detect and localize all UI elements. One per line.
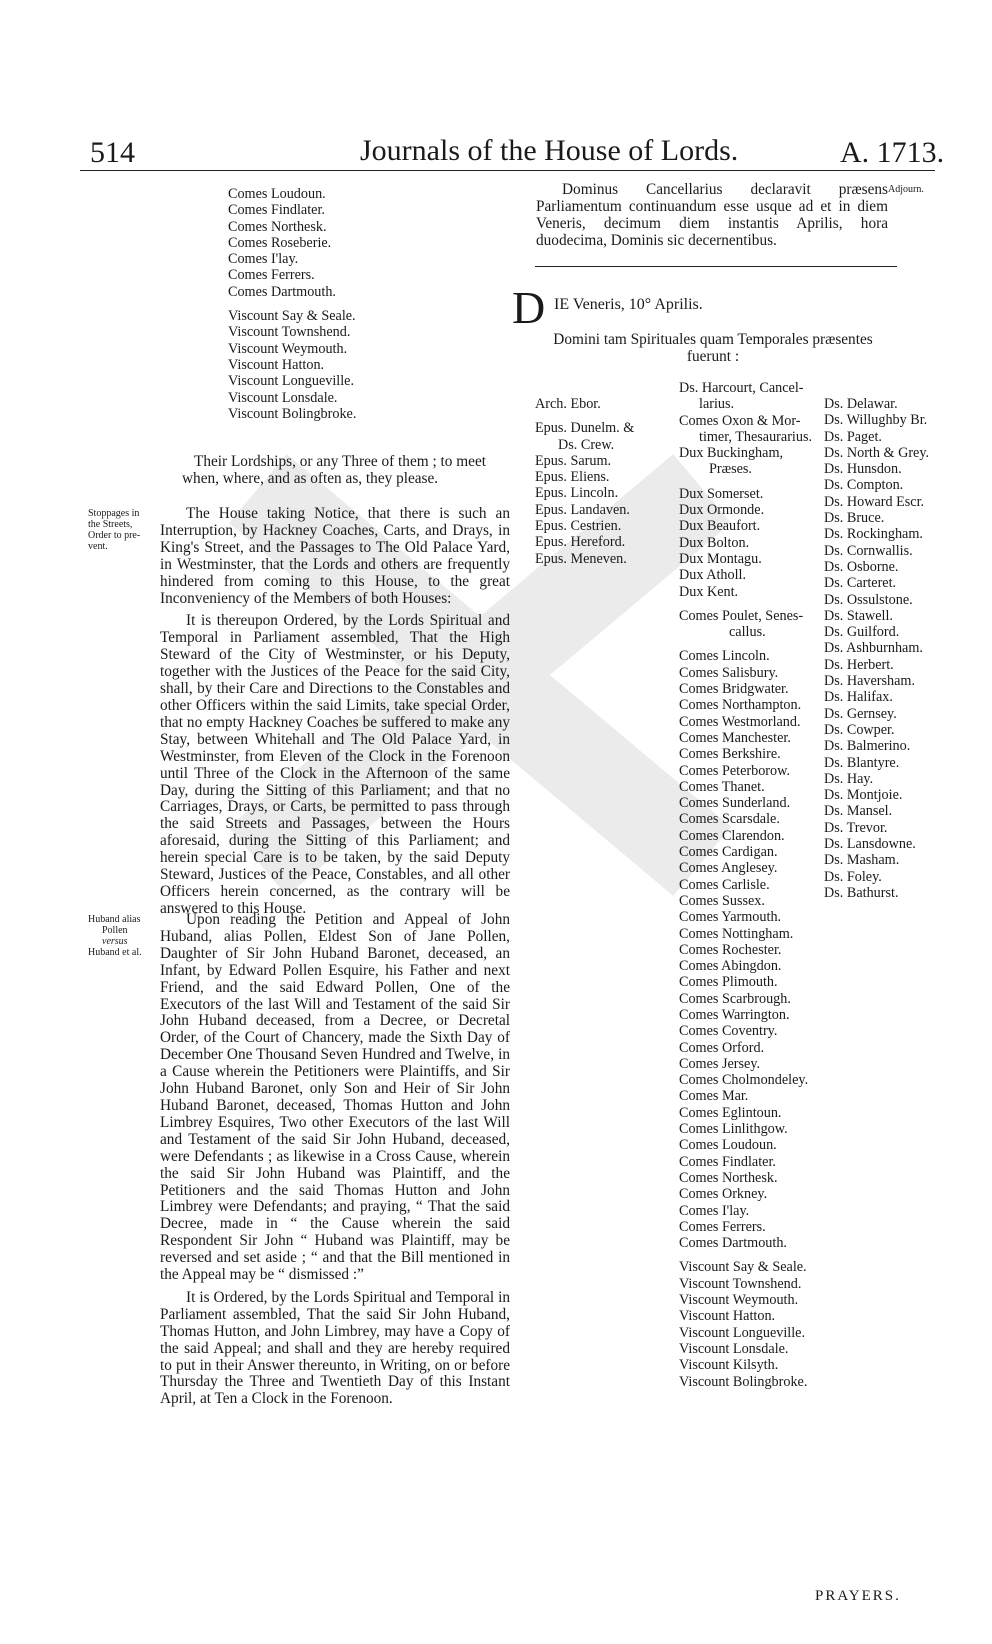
list-item: Viscount Lonsdale. — [228, 389, 338, 406]
list-item: Ds. Ossulstone. — [824, 591, 913, 608]
catchword: PRAYERS. — [815, 1588, 901, 1604]
list-item: Dux Montagu. — [679, 550, 762, 567]
drop-cap: D — [512, 282, 546, 333]
margin-note-adjourn: Adjourn. — [888, 184, 924, 195]
left-top-list — [228, 186, 356, 422]
list-item: Comes Westmorland. — [679, 713, 801, 730]
list-item: Ds. Delawar. — [824, 396, 898, 412]
list-item: Dux Bolton. — [679, 534, 750, 551]
list-item: Ds. Balmerino. — [824, 738, 911, 755]
list-item: Dux Somerset. — [679, 485, 764, 502]
list-item: Dux Kent. — [679, 583, 739, 600]
list-item: Comes I'lay. — [228, 251, 299, 268]
day-heading: IE Veneris, 10° Aprilis. — [554, 296, 703, 313]
list-item: Comes Ferrers. — [679, 1218, 766, 1235]
list-item: Viscount Hatton. — [228, 356, 325, 373]
list-item: Ds. Crew. — [558, 436, 615, 453]
list-item: Comes Abingdon. — [679, 958, 782, 975]
list-item: Comes Ferrers. — [228, 267, 315, 284]
list-item: Ds. North & Grey. — [824, 444, 930, 461]
list-item: Comes I'lay. — [679, 1202, 750, 1219]
list-item: Comes Sunderland. — [679, 795, 791, 812]
list-item: Ds. Guilford. — [824, 624, 900, 641]
list-item: Ds. Willughby Br. — [824, 412, 928, 429]
list-item: Comes Warrington. — [679, 1006, 790, 1023]
list-item: Viscount Bolingbroke. — [228, 405, 357, 422]
list-item: Ds. Ashburnham. — [824, 640, 923, 657]
list-item: Viscount Hatton. — [679, 1308, 776, 1325]
list-item: Comes Coventry. — [679, 1023, 778, 1040]
list-item: Viscount Townshend. — [228, 324, 351, 341]
list-item: Comes Oxon & Mor- — [679, 412, 801, 429]
list-item: Comes Northesk. — [228, 218, 327, 235]
stoppages-text — [160, 506, 510, 924]
list-item: Ds. Herbert. — [824, 656, 894, 673]
page-year: A. 1713. — [840, 136, 945, 169]
page-number: 514 — [90, 136, 135, 169]
temporal-list — [679, 380, 812, 1390]
list-item: Ds. Montjoie. — [824, 787, 903, 804]
list-item: Ds. Cornwallis. — [824, 542, 913, 559]
list-item: Comes Berkshire. — [679, 746, 781, 763]
list-item: Comes Rochester. — [679, 941, 782, 958]
list-item: Epus. Dunelm. & — [535, 420, 635, 437]
list-item: Epus. Meneven. — [535, 550, 627, 567]
list-item: Comes Dartmouth. — [228, 283, 336, 300]
list-item: Comes Yarmouth. — [679, 909, 782, 926]
list-item: Comes Nottingham. — [679, 925, 794, 942]
list-item: Comes Carlisle. — [679, 876, 770, 893]
list-item: Comes Northampton. — [679, 697, 802, 714]
list-item: Viscount Longueville. — [679, 1324, 806, 1341]
list-item: Epus. Sarum. — [535, 452, 612, 469]
list-item: Ds. Foley. — [824, 868, 882, 885]
list-item: Ds. Gernsey. — [824, 705, 897, 722]
list-item: Ds. Bathurst. — [824, 884, 899, 901]
paragraph: Upon reading the Petition and Appeal of John Huband, alias Pollen, Eldest Son of Jane Pollen, Daughter of Sir John Huband Baronet, deceased, an Infant, by Edward Pollen Esquire, his Father and next Friend, and the said Edward Pollen, One of the Executors of the last Will and Testament of the said Sir John Huband deceased, from a Decree, or Decretal Order, of the Court of Chancery, made the Sixth Day of December One Thousand Seven Hundred and Twelve, in a Cause wherein the Petitioners were Plaintiffs, and Sir John Huband Baronet, only Son and Heir of Sir John Huband Baronet, deceased, Thomas Hutton and John Limbrey Esquires, Two other Executors of the last Will and Testament of the said Sir John Huband, deceased, were Defendants ; as likewise in a Cross Cause, wherein the said Sir John Huband was Plaintiff, and the Petitioners and the said Thomas Hutton and John Limbrey were Defendants; and praying, “ That the said Decree, made in “ the Cause wherein the said Respondent Sir John “ Huband was Plaintiff, may be reversed and set aside ; “ and that the Bill mentioned in the Appeal may be “ dismissed :” — [160, 911, 510, 1284]
list-item: Arch. Ebor. — [535, 396, 601, 412]
list-item: Comes Scarsdale. — [679, 811, 780, 828]
list-item: Ds. Paget. — [824, 428, 882, 445]
list-item: Comes Cardigan. — [679, 844, 778, 861]
list-item: Comes Findlater. — [228, 202, 325, 219]
margin-note-huband: Huband alias Pollen versus Huband et al. — [88, 914, 142, 958]
list-item: Comes Manchester. — [679, 729, 791, 746]
list-item: Comes Orkney. — [679, 1186, 768, 1203]
list-item: Ds. Stawell. — [824, 607, 893, 624]
list-item: Comes Clarendon. — [679, 827, 785, 844]
list-item: larius. — [699, 396, 735, 413]
list-item: Comes Thanet. — [679, 778, 765, 795]
list-item: Epus. Hereford. — [535, 534, 626, 551]
list-item: Dux Buckingham, — [679, 445, 784, 462]
list-item: Viscount Lonsdale. — [679, 1340, 789, 1357]
list-item: Epus. Landaven. — [535, 501, 630, 518]
list-item: Comes Eglintoun. — [679, 1104, 782, 1121]
list-item: Comes Lincoln. — [679, 648, 770, 665]
list-item: Ds. Halifax. — [824, 689, 893, 706]
list-item: Ds. Harcourt, Cancel- — [679, 380, 804, 396]
list-item: Comes Findlater. — [679, 1153, 776, 1170]
list-item: Ds. Blantyre. — [824, 754, 900, 771]
list-item: Viscount Weymouth. — [228, 340, 348, 357]
list-item: Ds. Bruce. — [824, 510, 885, 527]
list-item: Ds. Carteret. — [824, 575, 897, 592]
list-item: Comes Cholmondeley. — [679, 1072, 809, 1089]
list-item: Ds. Compton. — [824, 477, 904, 494]
present-heading: Domini tam Spirituales quam Temporales præsentes fuerunt : — [553, 331, 873, 365]
barons-list — [824, 396, 929, 901]
page-title: Journals of the House of Lords. — [360, 134, 739, 167]
list-item: Ds. Masham. — [824, 852, 900, 869]
list-item: Ds. Trevor. — [824, 819, 888, 836]
list-item: Præses. — [709, 461, 752, 478]
list-item: Viscount Weymouth. — [679, 1292, 799, 1309]
list-item: Ds. Osborne. — [824, 558, 899, 575]
list-item: Viscount Say & Seale. — [679, 1259, 807, 1276]
list-item: Ds. Rockingham. — [824, 526, 923, 543]
list-item: Viscount Say & Seale. — [228, 308, 356, 325]
list-item: Comes Roseberie. — [228, 234, 332, 251]
margin-note-stoppages: Stoppages in the Streets, Order to pre- vent. — [88, 508, 141, 552]
list-item: Comes Poulet, Senes- — [679, 607, 804, 624]
lordships-text: Their Lordships, or any Three of them ; to meet when, where, and as often as, they please. — [182, 453, 486, 487]
list-item: Comes Plimouth. — [679, 974, 778, 991]
list-item: Dux Atholl. — [679, 567, 747, 584]
list-item: callus. — [729, 624, 766, 641]
list-item: Comes Northesk. — [679, 1169, 778, 1186]
list-item: Ds. Mansel. — [824, 803, 893, 820]
list-item: Dux Beaufort. — [679, 518, 761, 535]
list-item: Viscount Townshend. — [679, 1275, 802, 1292]
paragraph: Dominus Cancellarius declaravit præsens Parliamentum continuandum esse usque ad et in diem Veneris, decimum diem instantis Aprilis, hora duodecima, Dominis sic decernentibus. — [536, 181, 888, 249]
list-item: Comes Orford. — [679, 1039, 765, 1056]
list-item: Viscount Longueville. — [228, 373, 355, 390]
list-item: Comes Loudoun. — [228, 186, 326, 202]
list-item: Viscount Bolingbroke. — [679, 1373, 808, 1390]
bishops-list — [535, 396, 634, 567]
list-item: Epus. Eliens. — [535, 469, 610, 486]
list-item: Comes Sussex. — [679, 892, 765, 909]
adjourn-text — [536, 182, 888, 256]
list-item: Ds. Howard Escr. — [824, 493, 925, 510]
list-item: Ds. Cowper. — [824, 721, 895, 738]
list-item: Epus. Lincoln. — [535, 485, 619, 502]
list-item: Comes Anglesey. — [679, 860, 778, 877]
list-item: Comes Peterborow. — [679, 762, 790, 779]
list-item: Comes Mar. — [679, 1088, 749, 1105]
list-item: Comes Jersey. — [679, 1055, 761, 1072]
list-item: Ds. Haversham. — [824, 673, 916, 690]
paragraph: The House taking Notice, that there is such an Interruption, by Hackney Coaches, Carts, and Drays, in King's Street, and the Passages to The Old Palace Yard, in Westminster, that the Lords and others are frequently hindered from coming to this House, to the great Inconveniency of the Members of both Houses: — [160, 505, 510, 607]
list-item: Comes Salisbury. — [679, 664, 779, 681]
list-item: Ds. Hay. — [824, 770, 874, 787]
list-item: Comes Loudoun. — [679, 1137, 777, 1154]
list-item: Ds. Lansdowne. — [824, 836, 916, 853]
list-item: timer, Thesaurarius. — [699, 428, 813, 445]
list-item: Comes Dartmouth. — [679, 1235, 787, 1252]
section-rule — [535, 266, 897, 267]
paragraph: It is thereupon Ordered, by the Lords Spiritual and Temporal in Parliament assembled, That the High Steward of the City of Westminster, or his Deputy, together with the Justices of the Peace for the said City, shall, by their Care and Directions to the Constables and other Officers within the said Limits, take special Order, that no empty Hackney Coaches be suffered to make any Stay, between Whitehall and The Old Palace Yard, in Westminster, from Eleven of the Clock in the Forenoon until Three of the Clock in the Afternoon of the same Day, during the Sitting of this Parliament; and that no Carriages, Drays, or Carts, be permitted to pass through the said Streets and Passages, between the Hours aforesaid, during the Sitting of this Parliament; and herein special Care is to be taken, by the said Deputy Steward, Justices of the Peace, Constables, and all other Officers herein concerned, as the contrary will be answered to this House. — [160, 612, 510, 917]
list-item: Comes Bridgwater. — [679, 681, 789, 698]
list-item: Comes Scarbrough. — [679, 990, 791, 1007]
list-item: Epus. Cestrien. — [535, 518, 622, 535]
huband-text — [160, 912, 510, 1414]
list-item: Viscount Kilsyth. — [679, 1357, 779, 1374]
paragraph: It is Ordered, by the Lords Spiritual and Temporal in Parliament assembled, That the said Sir John Huband, Thomas Hutton, and John Limbrey, may have a Copy of the said Appeal; and shall and they are hereby required to put in their Answer thereunto, in Writing, on or before Thursday the Three and Twentieth Day of this Instant April, at Ten a Clock in the Forenoon. — [160, 1288, 510, 1408]
list-item: Ds. Hunsdon. — [824, 461, 902, 478]
header-rule — [80, 170, 935, 171]
list-item: Comes Linlithgow. — [679, 1121, 788, 1138]
list-item: Dux Ormonde. — [679, 502, 765, 519]
